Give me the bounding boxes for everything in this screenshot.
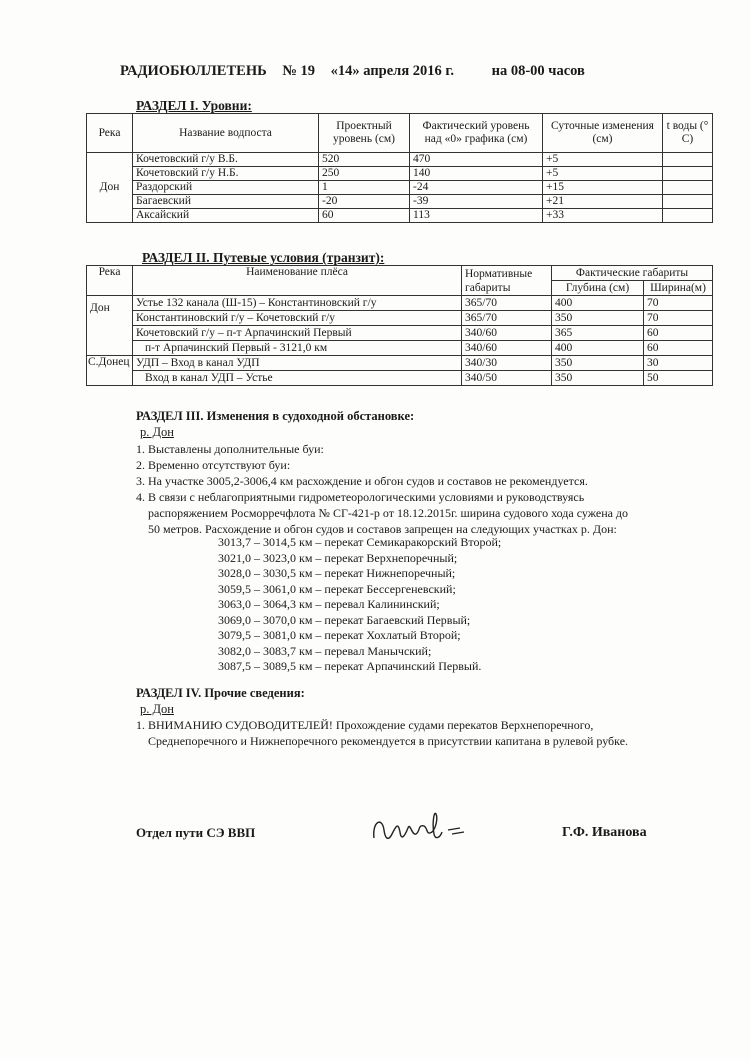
project-level: 520	[319, 153, 410, 167]
table-row	[87, 181, 713, 195]
project-level: 250	[319, 167, 410, 181]
station-name: Кочетовский г/у В.Б.	[133, 153, 319, 167]
depth: 350	[552, 371, 644, 386]
actual-level: -39	[410, 195, 543, 209]
width: 70	[644, 311, 713, 326]
table-row	[87, 311, 713, 326]
normative: 340/30	[462, 356, 552, 371]
normative: 365/70	[462, 296, 552, 311]
col-normative: Нормативные габариты	[462, 266, 552, 296]
table-row	[87, 296, 713, 311]
col-depth: Глубина (см)	[552, 281, 644, 296]
depth: 350	[552, 311, 644, 326]
table-row	[87, 209, 713, 223]
table-row	[87, 153, 713, 167]
station-name: Аксайский	[133, 209, 319, 223]
list-item: 1. ВНИМАНИЮ СУДОВОДИТЕЛЕЙ! Прохождение судами перекатов Верхнепоречного,	[136, 718, 594, 732]
levels-table	[86, 113, 713, 223]
bulletin-title: РАДИОБЮЛЛЕТЕНЬ	[120, 63, 267, 79]
col-river: Река	[87, 266, 133, 296]
col-water-temp: t воды (° C)	[663, 114, 713, 153]
list-item: 4. В связи с неблагоприятными гидрометеорологическими условиями и руководствуясь	[136, 490, 585, 504]
bulletin-time: на 08-00 часов	[491, 63, 585, 79]
col-width: Ширина(м)	[644, 281, 713, 296]
signatory-name: Г.Ф. Иванова	[562, 825, 647, 840]
col-actual-level: Фактический уровень над «0» графика (см)	[410, 114, 543, 153]
depth: 365	[552, 326, 644, 341]
width: 70	[644, 296, 713, 311]
water-temp	[663, 209, 713, 223]
normative: 340/60	[462, 326, 552, 341]
river-cell: Дон	[87, 296, 133, 356]
bulletin-number: № 19	[282, 63, 316, 79]
list-item-continuation: 50 метров. Расхождение и обгон судов и составов запрещен на следующих участках р. Дон:	[148, 522, 617, 536]
section4-list	[136, 717, 628, 749]
list-item: 3069,0 – 3070,0 км – перекат Багаевский Первый;	[218, 612, 471, 627]
reach-name: Кочетовский г/у – п-т Арпачинский Первый	[133, 326, 462, 341]
normative: 365/70	[462, 311, 552, 326]
list-item: 3059,5 – 3061,0 км – перекат Бессергеневский;	[218, 581, 456, 596]
list-item: 3013,7 – 3014,5 км – перекат Семикаракорский Второй;	[218, 535, 502, 549]
actual-level: -24	[410, 181, 543, 195]
depth: 400	[552, 296, 644, 311]
table-row	[87, 356, 713, 371]
width: 30	[644, 356, 713, 371]
project-level: -20	[319, 195, 410, 209]
section3-river: р. Дон	[140, 425, 174, 439]
normative: 340/60	[462, 341, 552, 356]
section1-title: РАЗДЕЛ I. Уровни:	[136, 98, 252, 113]
table-row	[87, 195, 713, 209]
list-item: 2. Временно отсутствуют буи:	[136, 458, 291, 472]
daily-change: +15	[543, 181, 663, 195]
section4-title: РАЗДЕЛ IV. Прочие сведения:	[136, 686, 305, 700]
list-item: 3079,5 – 3081,0 км – перекат Хохлатый Второй;	[218, 628, 461, 642]
list-item: 3021,0 – 3023,0 км – перекат Верхнепоречный;	[218, 550, 458, 565]
section2-title: РАЗДЕЛ II. Путевые условия (транзит):	[142, 250, 385, 265]
table-row	[87, 326, 713, 341]
project-level: 1	[319, 181, 410, 195]
width: 50	[644, 371, 713, 386]
bulletin-date: «14» апреля 2016 г.	[330, 63, 454, 79]
project-level: 60	[319, 209, 410, 223]
reach-name: УДП – Вход в канал УДП	[133, 356, 462, 371]
daily-change: +5	[543, 167, 663, 181]
transit-table	[86, 265, 713, 386]
list-item: 3028,0 – 3030,5 км – перекат Нижнепоречный;	[218, 566, 456, 580]
list-item: 3063,0 – 3064,3 км – перевал Калининский;	[218, 597, 440, 611]
reach-name: п-т Арпачинский Первый - 3121,0 км	[133, 341, 462, 356]
list-item: 3. На участке 3005,2-3006,4 км расхождение и обгон судов и составов не рекомендуется.	[136, 474, 588, 488]
station-name: Багаевский	[133, 195, 319, 209]
col-daily-change: Суточные изменения (см)	[543, 114, 663, 153]
bulletin-header	[120, 63, 700, 80]
list-item: 3087,5 – 3089,5 км – перекат Арпачинский Первый.	[218, 659, 482, 673]
table-row	[87, 341, 713, 356]
table-row	[87, 167, 713, 181]
width: 60	[644, 326, 713, 341]
daily-change: +5	[543, 153, 663, 167]
width: 60	[644, 341, 713, 356]
daily-change: +21	[543, 195, 663, 209]
levels-header-row	[87, 114, 713, 153]
river-cell: С.Донец	[87, 356, 133, 386]
list-item-continuation: распоряжением Росморречфлота № СГ-421-р от 18.12.2015г. ширина судового хода сужена до	[148, 506, 629, 520]
reach-name: Константиновский г/у – Кочетовский г/у	[133, 311, 462, 326]
reach-name: Вход в канал УДП – Устье	[133, 371, 462, 386]
transit-header-row	[87, 266, 713, 281]
list-item-continuation: Среднепоречного и Нижнепоречного рекомендуется в присутствии капитана в рулевой рубке.	[148, 734, 629, 748]
river-cell: Дон	[87, 153, 133, 223]
col-reach-name: Наименование плёса	[133, 266, 462, 296]
station-name: Кочетовский г/у Н.Б.	[133, 167, 319, 181]
list-item: 3082,0 – 3083,7 км – перевал Манычский;	[218, 643, 432, 658]
section3-list	[136, 441, 628, 537]
water-temp	[663, 195, 713, 209]
col-station: Название водпоста	[133, 114, 319, 153]
department-name: Отдел пути СЭ ВВП	[136, 825, 256, 840]
actual-level: 113	[410, 209, 543, 223]
section4-river: р. Дон	[140, 702, 174, 716]
station-name: Раздорский	[133, 181, 319, 195]
depth: 350	[552, 356, 644, 371]
col-river: Река	[87, 114, 133, 153]
normative: 340/50	[462, 371, 552, 386]
list-item: 1. Выставлены дополнительные буи:	[136, 442, 324, 456]
depth: 400	[552, 341, 644, 356]
col-actual-dimensions: Фактические габариты	[552, 266, 713, 281]
signature-image	[368, 808, 478, 853]
water-temp	[663, 167, 713, 181]
water-temp	[663, 153, 713, 167]
water-temp	[663, 181, 713, 195]
restricted-sections	[218, 535, 501, 675]
actual-level: 470	[410, 153, 543, 167]
table-row	[87, 371, 713, 386]
section3-title: РАЗДЕЛ III. Изменения в судоходной обстановке:	[136, 409, 415, 423]
reach-name: Устье 132 канала (Ш-15) – Константиновский г/у	[133, 296, 462, 311]
col-project-level: Проектный уровень (см)	[319, 114, 410, 153]
actual-level: 140	[410, 167, 543, 181]
daily-change: +33	[543, 209, 663, 223]
